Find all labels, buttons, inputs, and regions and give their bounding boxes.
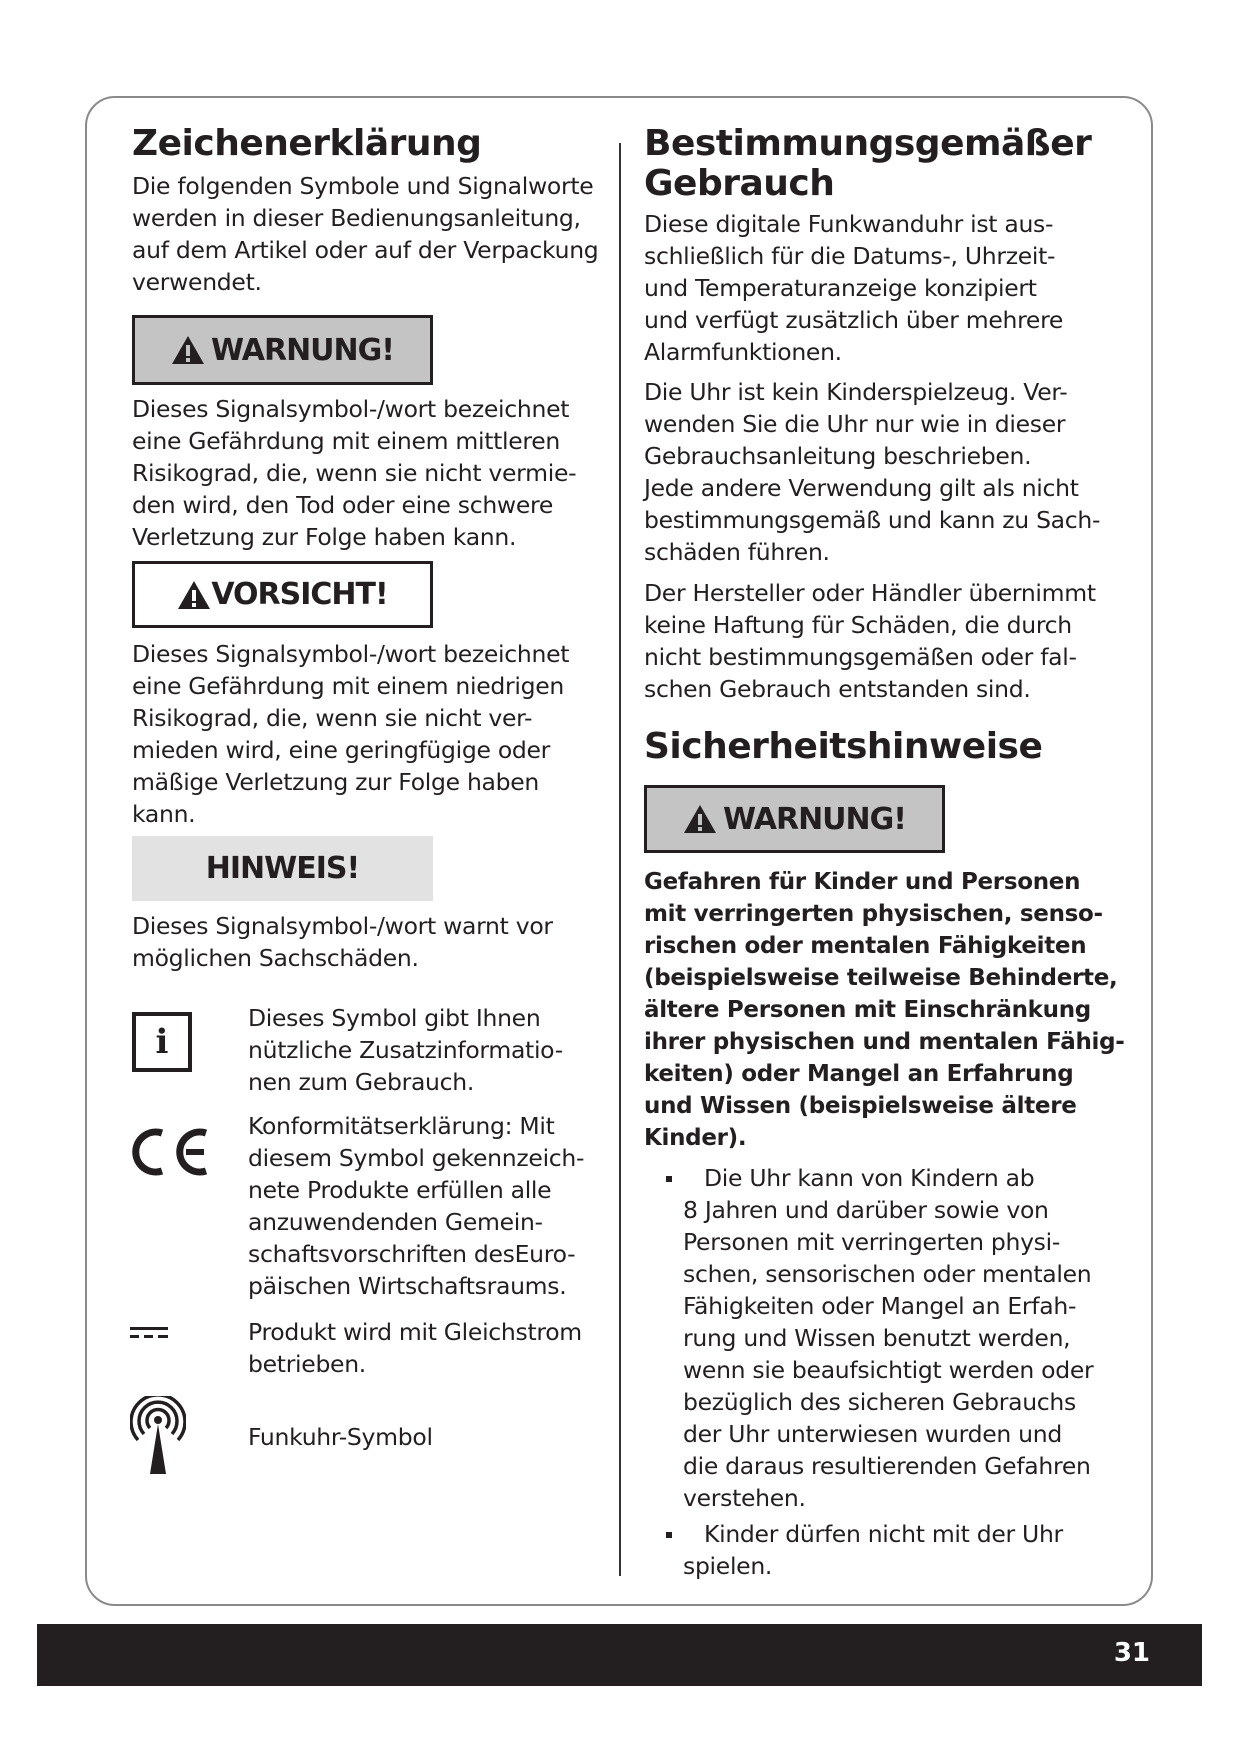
radio-clock-symbol-text: Funkuhr-Symbol [248,1423,433,1451]
caution-label: VORSICHT! [211,577,388,612]
page-footer-bar [37,1624,1202,1686]
info-icon: i [132,1012,192,1072]
ce-mark-icon [130,1127,210,1177]
intended-use-paragraph-2: Die Uhr ist kein Kinderspielzeug. Ver- wenden Sie die Uhr nur wie in dieser Gebrauchsanleitung beschrieben. Jede andere Verwendung gilt als nicht bestimmungsgemäß und kann zu Sach- schäden führen. [644,378,1101,566]
caution-description: Dieses Signalsymbol-/wort bezeichnet eine Gefährdung mit einem niedrigen Risikograd, die, wenn sie nicht ver- mieden wird, eine geringfügige oder mäßige Verletzung zur Folge haben kann. [132,640,570,828]
safety-bullet-2: Kinder dürfen nicht mit der Uhr spielen. [683,1520,1063,1580]
warning-description: Dieses Signalsymbol-/wort bezeichnet eine Gefährdung mit einem mittleren Risikograd, die, wenn sie nicht vermie- den wird, den Tod oder eine schwere Verletzung zur Folge haben kann. [132,395,577,551]
direct-current-icon [130,1326,168,1340]
warning-triangle-icon [683,804,717,834]
page-number: 31 [1113,1638,1150,1668]
heading-safety-notes: Sicherheitshinweise [644,726,1043,767]
notice-description: Dieses Signalsymbol-/wort warnt vor möglichen Sachschäden. [132,912,553,972]
warning-triangle-icon [171,335,205,365]
warning-signal-box [132,315,433,385]
heading-intended-use: Bestimmungsgemäßer Gebrauch [644,123,1092,204]
notice-signal-box [132,836,433,901]
warning-label: WARNUNG! [211,332,394,368]
info-symbol-text: Dieses Symbol gibt Ihnen nützliche Zusatzinformatio- nen zum Gebrauch. [248,1004,563,1096]
caution-signal-box [132,561,433,628]
safety-warning-signal-box [644,785,945,853]
dc-symbol-text: Produkt wird mit Gleichstrom betrieben. [248,1318,582,1378]
heading-symbol-legend: Zeichenerklärung [132,123,482,164]
safety-bullet-1: Die Uhr kann von Kindern ab 8 Jahren und darüber sowie von Personen mit verringerten physi- schen, sensorischen oder mentalen Fähigkeiten oder Mangel an Erfah- rung und Wissen benutzt werden, wenn sie beaufsichtigt werden oder bezüglich des sicheren Gebrauchs der Uhr unterwiesen wurden und die daraus resultierenden Gefahren verstehen. [683,1164,1094,1512]
bullet-marker [666,1176,672,1182]
intended-use-paragraph-3: Der Hersteller oder Händler übernimmt keine Haftung für Schäden, die durch nicht bestimmungsgemäßen oder fal- schen Gebrauch entstanden sind. [644,579,1096,703]
safety-warning-label: WARNUNG! [723,801,906,837]
ce-symbol-text: Konformitätserklärung: Mit diesem Symbol gekennzeich- nete Produkte erfüllen alle anzuwendenden Gemein- schaftsvorschriften desEuro- päischen Wirtschaftsraums. [248,1112,585,1300]
caution-triangle-icon [177,580,211,610]
column-divider [619,143,621,1576]
intro-text: Die folgenden Symbole und Signalworte werden in dieser Bedienungsanleitung, auf dem Artikel oder auf der Verpackung verwendet. [132,172,599,296]
bullet-marker [666,1532,672,1538]
notice-label: HINWEIS! [205,851,360,886]
radio-clock-icon [130,1396,186,1476]
safety-warning-bold-text: Gefahren für Kinder und Personen mit verringerten physischen, senso- rischen oder mentalen Fähigkeiten (beispielsweise teilweise Behinderte, ältere Personen mit Einschränkung ihrer physischen und mentalen Fähig- keiten) oder Mangel an Erfahrung und Wissen (beispielsweise ältere Kinder). [644,869,1125,1151]
intended-use-paragraph-1: Diese digitale Funkwanduhr ist aus- schließlich für die Datums-, Uhrzeit- und Temperaturanzeige konzipiert und verfügt zusätzlich über mehrere Alarmfunktionen. [644,210,1064,366]
